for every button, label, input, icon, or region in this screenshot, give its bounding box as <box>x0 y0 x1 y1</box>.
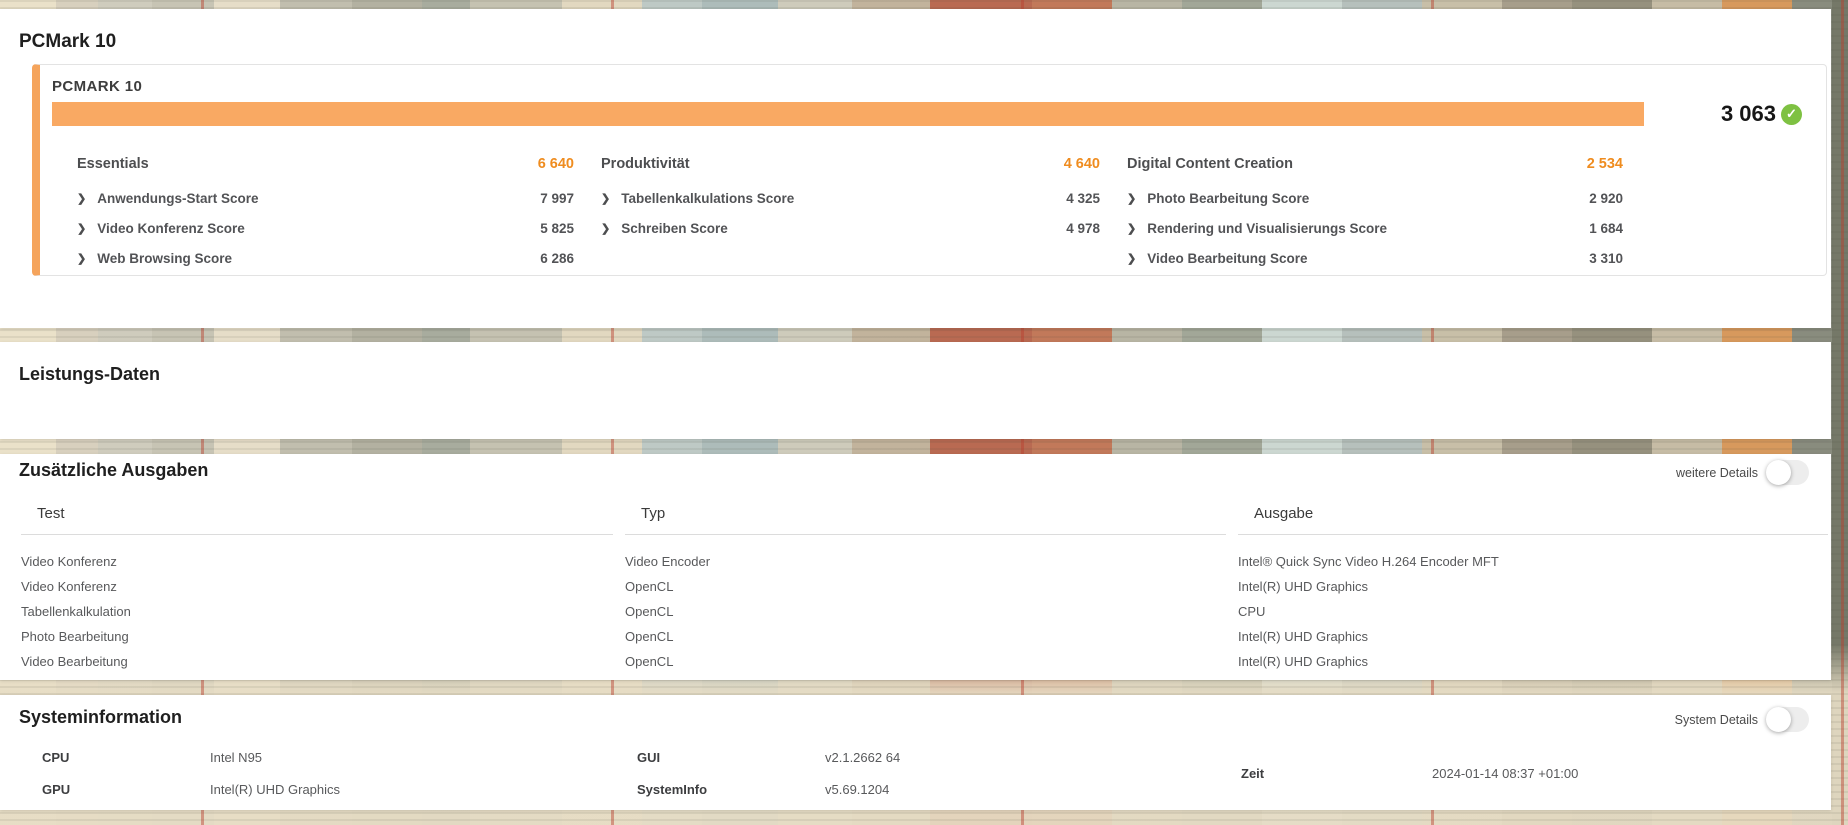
zeit-value: 2024-01-14 08:37 +01:00 <box>1432 765 1579 781</box>
sub-score-row[interactable] <box>1127 183 1623 213</box>
sub-score-value: 2 920 <box>1589 190 1623 206</box>
cell-test: Photo Bearbeitung <box>21 629 129 644</box>
benchmark-card-title: PCMARK 10 <box>52 78 143 95</box>
cell-test: Video Bearbeitung <box>21 654 128 669</box>
system-details-toggle[interactable] <box>1767 707 1809 732</box>
performance-section-title: Leistungs-Daten <box>19 364 161 384</box>
systeminfo-label: SystemInfo <box>637 781 708 797</box>
sub-score-label: Rendering und Visualisierungs Score <box>1147 220 1388 236</box>
cell-ausgabe: Intel(R) UHD Graphics <box>1238 629 1369 644</box>
sub-score-label: Web Browsing Score <box>97 250 232 266</box>
score-group <box>1127 149 1623 273</box>
chevron-right-icon: ❯ <box>1127 222 1137 235</box>
score-group-items <box>1127 183 1623 273</box>
table-row <box>21 549 1826 574</box>
system-info-column <box>637 741 1241 805</box>
chevron-right-icon: ❯ <box>77 252 87 265</box>
sub-score-value: 6 286 <box>540 250 574 266</box>
sub-score-row[interactable] <box>77 243 574 273</box>
score-group-items <box>601 183 1100 243</box>
more-details-label: weitere Details <box>1676 465 1758 480</box>
outputs-section <box>0 454 1831 680</box>
sub-score-row[interactable] <box>77 183 574 213</box>
system-info-row <box>637 773 1241 805</box>
total-score: 3 063 <box>1720 101 1776 126</box>
table-row <box>21 649 1826 674</box>
system-details-label: System Details <box>1674 712 1758 727</box>
sub-score-value: 7 997 <box>540 190 574 206</box>
system-section-title: Systeminformation <box>19 707 183 727</box>
score-group-header <box>601 149 1100 179</box>
cell-ausgabe: Intel(R) UHD Graphics <box>1238 654 1369 669</box>
cpu-value: Intel N95 <box>210 749 263 765</box>
gui-value: v2.1.2662 64 <box>825 749 901 765</box>
pcmark-section <box>0 9 1831 328</box>
gpu-label: GPU <box>42 781 71 797</box>
chevron-right-icon: ❯ <box>77 192 87 205</box>
score-group-header <box>1127 149 1623 179</box>
cell-typ: OpenCL <box>625 629 674 644</box>
column-header-ausgabe: Ausgabe <box>1238 505 1828 535</box>
sub-score-label: Anwendungs-Start Score <box>97 190 259 206</box>
sub-score-row[interactable] <box>1127 213 1623 243</box>
column-header-test: Test <box>21 505 613 535</box>
sub-score-value: 4 978 <box>1066 220 1100 236</box>
table-row <box>21 599 1826 624</box>
system-info-grid <box>42 741 1831 805</box>
sub-score-row[interactable] <box>77 213 574 243</box>
cpu-label: CPU <box>42 749 70 765</box>
toggle-knob <box>1766 707 1791 732</box>
chevron-right-icon: ❯ <box>77 222 87 235</box>
group-score: 6 640 <box>537 156 574 172</box>
sub-score-row[interactable] <box>1127 243 1623 273</box>
sub-score-value: 4 325 <box>1066 190 1100 206</box>
system-info-row <box>637 741 1241 773</box>
sub-score-value: 1 684 <box>1589 220 1623 236</box>
sub-score-label: Photo Bearbeitung Score <box>1147 190 1310 206</box>
page-title: PCMark 10 <box>19 31 117 52</box>
score-group-header <box>77 149 574 179</box>
system-info-column <box>42 741 637 805</box>
group-title: Digital Content Creation <box>1127 156 1293 172</box>
group-score: 4 640 <box>1063 156 1100 172</box>
system-section <box>0 695 1831 810</box>
score-bar <box>52 102 1644 126</box>
system-info-row <box>1241 757 1578 789</box>
cell-test: Video Konferenz <box>21 554 117 569</box>
sub-score-row[interactable] <box>601 213 1100 243</box>
systeminfo-value: v5.69.1204 <box>825 781 890 797</box>
outputs-section-title: Zusätzliche Ausgaben <box>19 460 209 480</box>
cell-test: Video Konferenz <box>21 579 117 594</box>
system-details-toggle-row <box>1675 707 1809 732</box>
performance-section <box>0 342 1831 439</box>
score-group <box>601 149 1100 273</box>
system-info-column <box>1241 741 1578 805</box>
cell-typ: OpenCL <box>625 604 674 619</box>
more-details-toggle-row <box>1676 460 1809 485</box>
score-row <box>40 102 1826 126</box>
sub-score-label: Schreiben Score <box>621 220 728 236</box>
group-score: 2 534 <box>1586 156 1623 172</box>
more-details-toggle[interactable] <box>1767 460 1809 485</box>
group-title: Produktivität <box>601 156 690 172</box>
cell-test: Tabellenkalkulation <box>21 604 131 619</box>
cell-ausgabe: Intel(R) UHD Graphics <box>1238 579 1369 594</box>
sub-score-label: Video Konferenz Score <box>97 220 245 236</box>
score-group <box>77 149 574 273</box>
column-header-typ: Typ <box>625 505 1226 535</box>
system-info-row <box>42 773 637 805</box>
toggle-knob <box>1766 460 1791 485</box>
cell-ausgabe: Intel® Quick Sync Video H.264 Encoder MFT <box>1238 554 1499 569</box>
outputs-table-header <box>21 505 1826 535</box>
gpu-value: Intel(R) UHD Graphics <box>210 781 341 797</box>
group-title: Essentials <box>77 156 149 172</box>
outputs-table <box>21 505 1826 674</box>
score-groups <box>77 149 1624 273</box>
system-info-row <box>42 741 637 773</box>
score-group-items <box>77 183 574 273</box>
check-circle-icon: ✓ <box>1781 104 1802 125</box>
cell-typ: Video Encoder <box>625 554 711 569</box>
score-wrap <box>1721 101 1802 127</box>
chevron-right-icon: ❯ <box>601 222 611 235</box>
sub-score-label: Tabellenkalkulations Score <box>621 190 795 206</box>
table-row <box>21 624 1826 649</box>
cell-typ: OpenCL <box>625 579 674 594</box>
outputs-table-body <box>21 549 1826 674</box>
zeit-label: Zeit <box>1241 765 1265 781</box>
sub-score-row[interactable] <box>601 183 1100 213</box>
benchmark-card <box>32 64 1827 276</box>
chevron-right-icon: ❯ <box>1127 252 1137 265</box>
sub-score-value: 3 310 <box>1589 250 1623 266</box>
chevron-right-icon: ❯ <box>601 192 611 205</box>
sub-score-label: Video Bearbeitung Score <box>1147 250 1308 266</box>
gui-label: GUI <box>637 749 661 765</box>
chevron-right-icon: ❯ <box>1127 192 1137 205</box>
cell-ausgabe: CPU <box>1238 604 1266 619</box>
sub-score-value: 5 825 <box>540 220 574 236</box>
cell-typ: OpenCL <box>625 654 674 669</box>
table-row <box>21 574 1826 599</box>
